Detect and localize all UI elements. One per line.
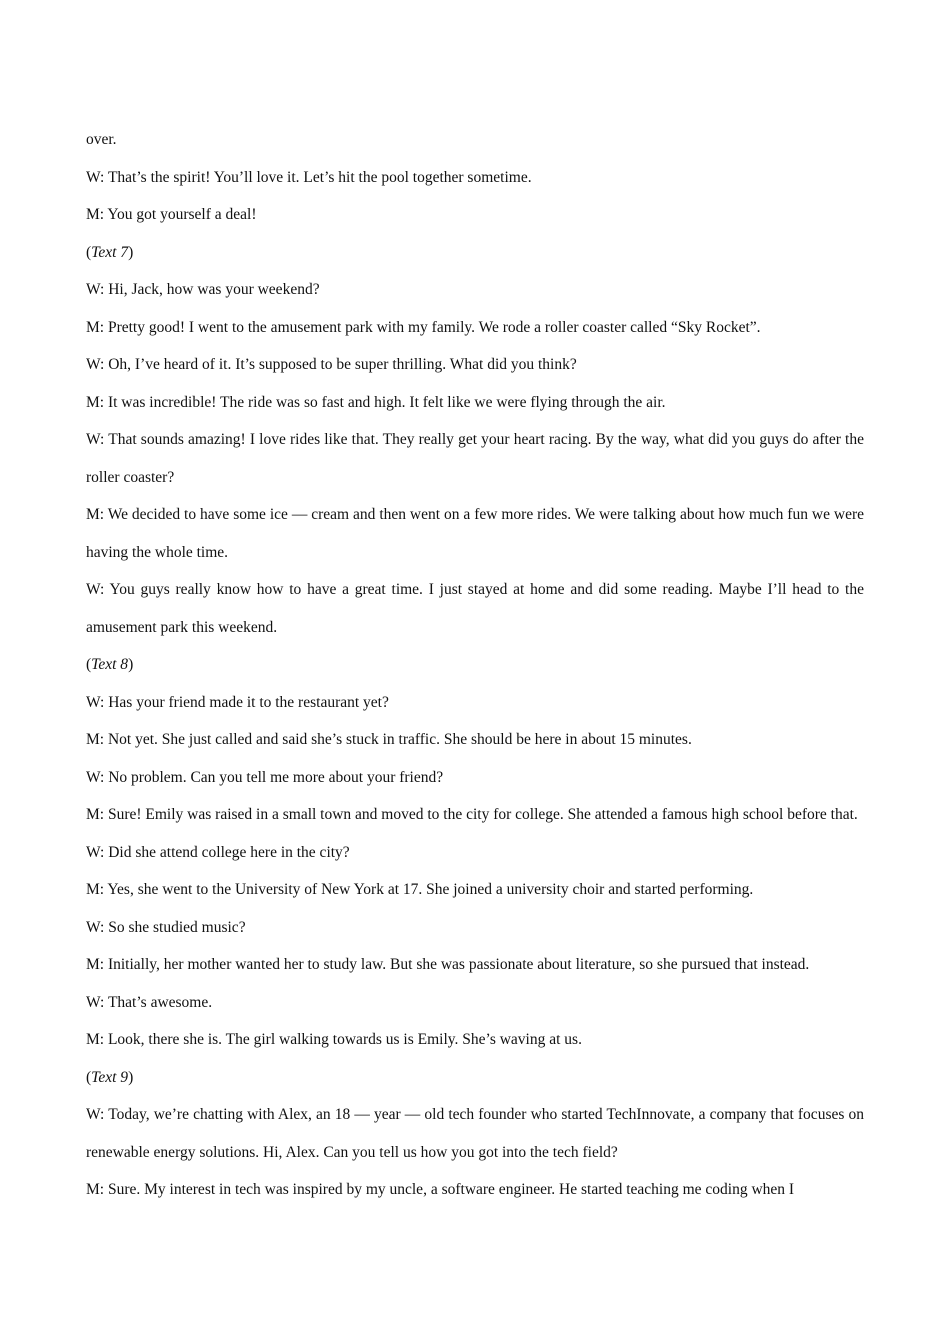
transcript-line: M: We decided to have some ice — cream and then went on a few more rides. We were talking about how much fun we were having the whole time. — [86, 506, 864, 561]
transcript-line: W: Has your friend made it to the restaurant yet? — [86, 693, 389, 711]
transcript-line: W: Hi, Jack, how was your weekend? — [86, 281, 320, 298]
transcript-line: M: Sure. My interest in tech was inspired by my uncle, a software engineer. He started teaching me coding when I — [86, 1181, 795, 1198]
transcript-line: M: Pretty good! I went to the amusement park with my family. We rode a roller coaster called “Sky Rocket”. — [86, 318, 761, 336]
transcript-line: over. — [86, 131, 117, 148]
paren-close: ) — [128, 656, 134, 673]
transcript-line: W: That’s awesome. — [86, 993, 213, 1011]
transcript-line: W: Today, we’re chatting with Alex, an 18 — year — old tech founder who started TechInnovate, a company that focuses on renewable energy solutions. Hi, Alex. Can you tell us how you got into the tech field? — [86, 1106, 864, 1161]
section-label-text: Text 9 — [91, 1068, 129, 1086]
paren-open: ( — [86, 656, 92, 673]
transcript-line: M: Look, there she is. The girl walking towards us is Emily. She’s waving at us. — [86, 1031, 582, 1048]
transcript-line: W: Oh, I’ve heard of it. It’s supposed to be super thrilling. What did you think? — [86, 356, 577, 373]
section-label-text-9 — [86, 1059, 864, 1097]
paren-open: ( — [86, 243, 92, 261]
transcript-line: W: So she studied music? — [86, 918, 246, 936]
section-label-text-8 — [86, 646, 864, 684]
transcript-line: M: Not yet. She just called and said she’s stuck in traffic. She should be here in about 15 minutes. — [86, 731, 692, 748]
transcript-body — [86, 121, 864, 1209]
section-label-text: Text 7 — [91, 243, 129, 261]
paren-close: ) — [128, 243, 134, 261]
transcript-line: W: That sounds amazing! I love rides like that. They really get your heart racing. By the way, what did you guys do after the roller coaster? — [86, 431, 864, 486]
paren-close: ) — [128, 1068, 134, 1086]
transcript-line: W: You guys really know how to have a great time. I just stayed at home and did some reading. Maybe I’ll head to the amusement park this weekend. — [86, 581, 864, 636]
transcript-line: W: That’s the spirit! You’ll love it. Let’s hit the pool together sometime. — [86, 168, 532, 186]
section-label-text: Text 8 — [91, 656, 129, 673]
transcript-line: M: It was incredible! The ride was so fast and high. It felt like we were flying through the air. — [86, 393, 666, 411]
transcript-line: M: Yes, she went to the University of New York at 17. She joined a university choir and started performing. — [86, 881, 754, 898]
paren-open: ( — [86, 1068, 92, 1086]
transcript-line: M: Sure! Emily was raised in a small town and moved to the city for college. She attended a famous high school before that. — [86, 806, 858, 823]
transcript-line: W: No problem. Can you tell me more about your friend? — [86, 768, 444, 786]
section-label-text-7 — [86, 234, 864, 272]
transcript-line: M: Initially, her mother wanted her to study law. But she was passionate about literature, so she pursued that instead. — [86, 956, 810, 973]
transcript-line: M: You got yourself a deal! — [86, 206, 257, 223]
transcript-line: W: Did she attend college here in the city? — [86, 843, 350, 861]
